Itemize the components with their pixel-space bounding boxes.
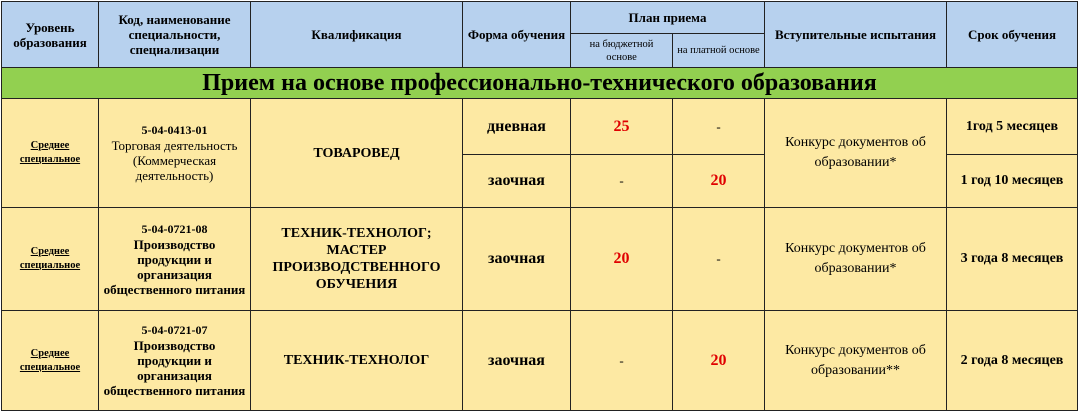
row1-qualification: ТОВАРОВЕД (251, 99, 463, 208)
row1-level[interactable]: Среднее специальное (2, 99, 99, 208)
row1-budget-1: 25 (571, 99, 673, 155)
row3-qualification: ТЕХНИК-ТЕХНОЛОГ (251, 311, 463, 411)
row3-budget: - (571, 311, 673, 411)
row1-term-1: 1год 5 месяцев (947, 99, 1078, 155)
row3-paid: 20 (673, 311, 765, 411)
row1-budget-2: - (571, 155, 673, 208)
row3-specialty: Производство продукции и организация общественного питания (103, 338, 246, 398)
row2-form: заочная (463, 208, 571, 311)
header-plan-paid: на платной основе (673, 34, 765, 68)
row2-qualification: ТЕХНИК-ТЕХНОЛОГ; МАСТЕР ПРОИЗВОДСТВЕННОГО ОБУЧЕНИЯ (251, 208, 463, 311)
row1-exams: Конкурс документов об образовании* (765, 99, 947, 208)
header-plan-budget: на бюджетной основе (571, 34, 673, 68)
row2-code-cell (99, 208, 251, 311)
row2-exams: Конкурс документов об образовании* (765, 208, 947, 311)
row3-code: 5-04-0721-07 (141, 323, 208, 337)
row3-exams: Конкурс документов об образовании** (765, 311, 947, 411)
header-plan: План приема (571, 2, 765, 34)
row1-paid-1: - (673, 99, 765, 155)
header-level: Уровень образования (2, 2, 99, 68)
header-qualification: Квалификация (251, 2, 463, 68)
header-exams: Вступительные испытания (765, 2, 947, 68)
row3-term: 2 года 8 месяцев (947, 311, 1078, 411)
row1-code: 5-04-0413-01 (141, 123, 208, 137)
row2-code: 5-04-0721-08 (141, 221, 208, 236)
row2-budget: 20 (571, 208, 673, 311)
row1-form-2: заочная (463, 155, 571, 208)
admission-table (1, 1, 1078, 411)
row1-specialty: Торговая деятельность (Коммерческая деятельность) (111, 138, 238, 183)
row2-paid: - (673, 208, 765, 311)
row1-code-cell (99, 99, 251, 208)
header-term: Срок обучения (947, 2, 1078, 68)
row2-level[interactable]: Среднее специальное (2, 208, 99, 311)
row3-form: заочная (463, 311, 571, 411)
row1-term-2: 1 год 10 месяцев (947, 155, 1078, 208)
section-title: Прием на основе профессионально-технического образования (2, 68, 1078, 99)
row1-form-1: дневная (463, 99, 571, 155)
row3-level[interactable]: Среднее специальное (2, 311, 99, 411)
row1-paid-2: 20 (673, 155, 765, 208)
header-form: Форма обучения (463, 2, 571, 68)
header-code: Код, наименование специальности, специализации (99, 2, 251, 68)
row3-code-cell (99, 311, 251, 411)
row2-specialty: Производство продукции и организация общественного питания (103, 236, 246, 297)
row2-term: 3 года 8 месяцев (947, 208, 1078, 311)
